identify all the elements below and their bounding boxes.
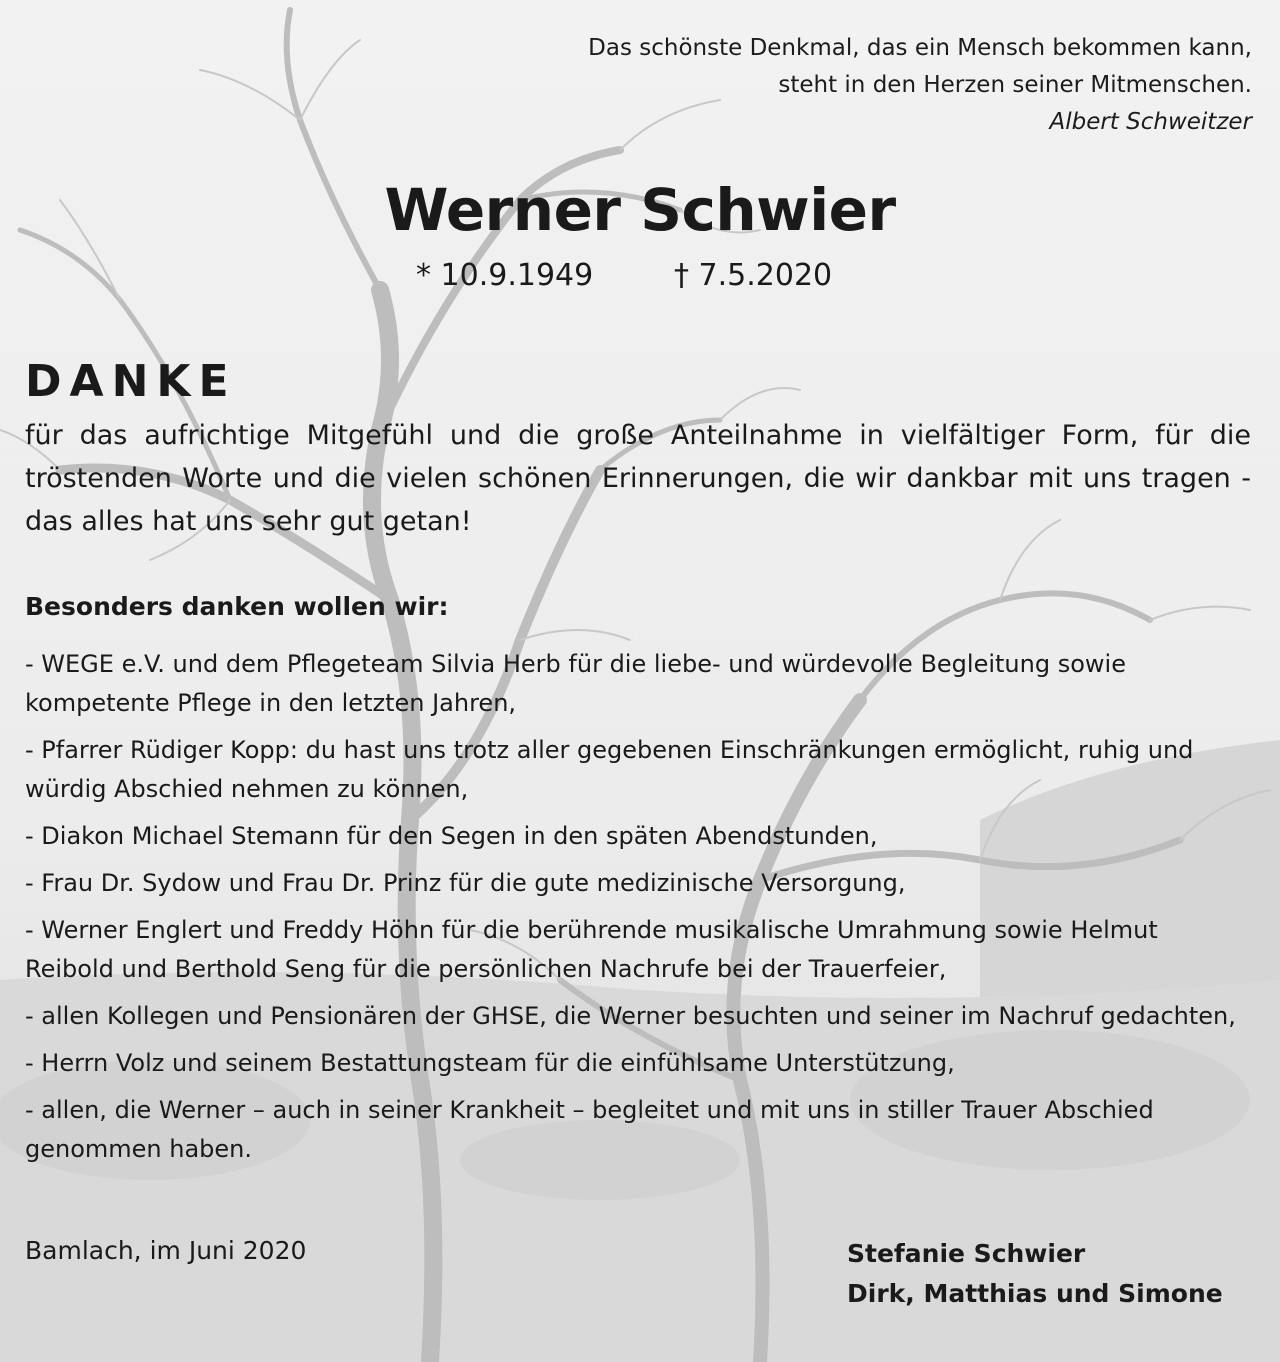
special-thanks-list [25, 645, 1251, 1177]
list-item: - Pfarrer Rüdiger Kopp: du hast uns trotz aller gegebenen Einschränkungen ermöglicht, ruhig und würdig Abschied nehmen zu können, [25, 736, 1194, 803]
quote-block [588, 30, 1252, 141]
list-item: - WEGE e.V. und dem Pflegeteam Silvia Herb für die liebe- und würdevolle Begleitung sowie kompetente Pflege in den letzten Jahren, [25, 650, 1126, 717]
quote-line-2: steht in den Herzen seiner Mitmenschen. [778, 72, 1252, 98]
signer-names-family: Dirk, Matthias und Simone [847, 1279, 1223, 1308]
list-item: - Werner Englert und Freddy Höhn für die berührende musikalische Umrahmung sowie Helmut Reibold und Berthold Seng für die persönlichen Nachrufe bei der Trauerfeier, [25, 916, 1158, 983]
deceased-name: Werner Schwier [384, 176, 896, 244]
signers-block [847, 1234, 1223, 1314]
list-item: - Frau Dr. Sydow und Frau Dr. Prinz für die gute medizinische Versorgung, [25, 869, 906, 897]
signer-name: Stefanie Schwier [847, 1239, 1086, 1268]
list-item: - Herrn Volz und seinem Bestattungsteam für die einfühlsame Unterstützung, [25, 1049, 955, 1077]
birth-date: * 10.9.1949 [416, 258, 594, 293]
thanks-intro-paragraph: für das aufrichtige Mitgefühl und die große Anteilnahme in vielfältiger Form, für die tröstenden Worte und die vielen schönen Erinnerungen, die wir dankbar mit uns tragen - das alles hat uns sehr gut getan! [25, 420, 1251, 537]
thanks-heading: DANKE [25, 356, 237, 407]
quote-line-1: Das schönste Denkmal, das ein Mensch bekommen kann, [588, 35, 1252, 61]
list-item: - Diakon Michael Stemann für den Segen in den späten Abendstunden, [25, 822, 878, 850]
special-thanks-heading: Besonders danken wollen wir: [25, 592, 449, 621]
list-item: - allen Kollegen und Pensionären der GHSE, die Werner besuchten und seiner im Nachruf gedachten, [25, 1002, 1236, 1030]
list-item: - allen, die Werner – auch in seiner Krankheit – begleitet und mit uns in stiller Trauer Abschied genommen haben. [25, 1096, 1154, 1163]
place-and-date: Bamlach, im Juni 2020 [25, 1236, 307, 1265]
death-date: † 7.5.2020 [674, 258, 833, 293]
quote-author: Albert Schweitzer [1049, 109, 1252, 135]
